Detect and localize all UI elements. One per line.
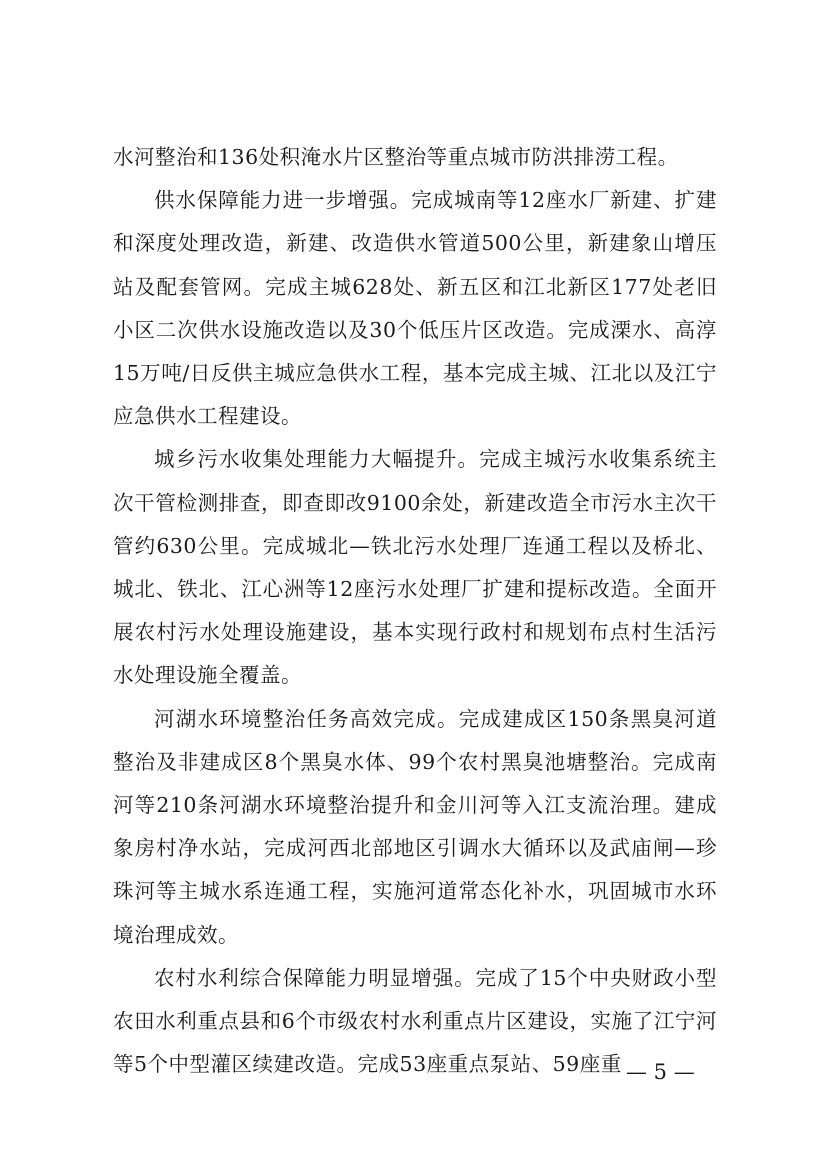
body-text <box>113 136 717 1086</box>
paragraph-water-supply: 供水保障能力进一步增强。完成城南等12座水厂新建、扩建和深度处理改造，新建、改造供水管道500公里，新建象山增压站及配套管网。完成主城628处、新五区和江北新区177处老旧小区二次供水设施改造以及30个低压片区改造。完成溧水、高淳15万吨/日反供主城应急供水工程，基本完成主城、江北以及江宁应急供水工程建设。 <box>113 188 717 429</box>
page-number: — 5 — <box>626 1060 695 1084</box>
paragraph-sewage-treatment: 城乡污水收集处理能力大幅提升。完成主城污水收集系统主次干管检测排查，即查即改9100余处，新建改造全市污水主次干管约630公里。完成城北—铁北污水处理厂连通工程以及桥北、城北、铁北、江心洲等12座污水处理厂扩建和提标改造。全面开展农村污水处理设施建设，基本实现行政村和规划布点村生活污水处理设施全覆盖。 <box>113 447 717 688</box>
paragraph-river-lake-environment: 河湖水环境整治任务高效完成。完成建成区150条黑臭河道整治及非建成区8个黑臭水体、99个农村黑臭池塘整治。完成南河等210条河湖水环境整治提升和金川河等入江支流治理。建成象房村净水站，完成河西北部地区引调水大循环以及武庙闸—珍珠河等主城水系连通工程，实施河道常态化补水，巩固城市水环境治理成效。 <box>113 706 717 947</box>
paragraph-rural-water-conservancy: 农村水利综合保障能力明显增强。完成了15个中央财政小型农田水利重点县和6个市级农村水利重点片区建设，实施了江宁河等5个中型灌区续建改造。完成53座重点泵站、59座重 <box>113 965 717 1077</box>
paragraph-flood-control-continued: 水河整治和136处积淹水片区整治等重点城市防洪排涝工程。 <box>113 145 679 169</box>
